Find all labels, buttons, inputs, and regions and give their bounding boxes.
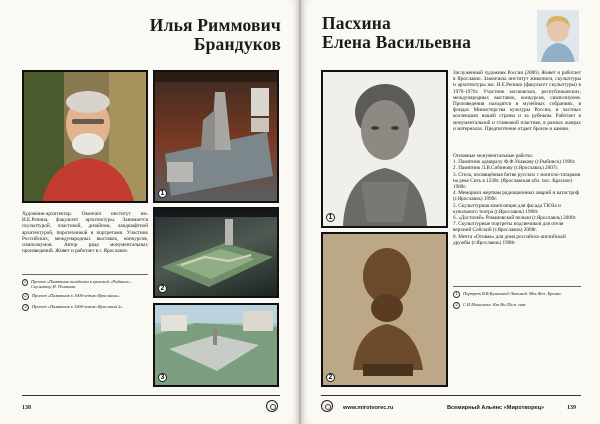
photo-number-badge: 2 — [326, 373, 335, 382]
works-item: 3. Стела, посвящённая битве русских с монголо-татарами на реке Сить в 1238г. (Ярославская обл. пос. Красное) 1989г. — [453, 171, 581, 191]
plaza-render-icon — [155, 305, 277, 385]
bust-sculpture-icon — [323, 72, 446, 226]
artist-face-icon — [537, 10, 579, 62]
footer-website-link[interactable]: www.mirotvorec.ru — [343, 405, 394, 411]
right-sculpture-photo-2 — [321, 232, 448, 387]
left-name-line1: Илья Риммович — [149, 15, 281, 35]
right-captions — [453, 291, 581, 313]
left-page — [0, 0, 299, 424]
right-works-list — [453, 153, 581, 246]
right-sculpture-photo-1 — [321, 70, 448, 228]
left-footer-rule — [22, 395, 280, 396]
caption-text: Проект «Памятник к 1000-летию Ярославля». — [32, 293, 121, 298]
left-project-photo-1 — [153, 70, 279, 203]
monument-render-icon — [155, 72, 277, 201]
photo-number-badge: 1 — [326, 213, 335, 222]
left-project-photo-2 — [153, 207, 279, 298]
works-item: 2. Памятник Л.В.Собинову (г.Ярославль) 2007г. — [453, 165, 559, 172]
left-project-photo-3 — [153, 303, 279, 387]
caption-item — [22, 304, 148, 311]
works-heading: Основные монументальные работы: — [453, 153, 534, 159]
right-name-line2: Елена Васильевна — [322, 32, 472, 52]
caption-separator — [453, 286, 581, 287]
caption-text: С.И.Монашеко. Кт.Ни.55см. гипс — [463, 302, 527, 307]
portrait-figure-icon — [24, 72, 146, 201]
right-artist-portrait — [537, 10, 579, 62]
caption-number: 1 — [453, 291, 460, 298]
right-artist-bio: Заслуженный художник России (2006). Живет и работает в Ярославле. Закончила институт живописи, скульптуры и архитектуры им. И.Е.Репина (факультет скульптуры) в 1970-1976г. Участник московских, республиканских, международных выставок, конкурсов, симпозиумов. Произведения находятся в музейных собраниях, в фондах Министерства культуры России, в частных коллекциях нашей страны и за рубежом. Работает в монументальной и станковой пластике, в разных жанрах и материалах. Предпочтение отдает бронзе и камню. — [453, 70, 581, 132]
works-item: 4. Мемориал жертвам радиационных аварий и катастроф (г.Ярославль) 1999г. — [453, 190, 580, 203]
caption-item — [453, 302, 581, 309]
landscape-render-icon — [155, 209, 277, 296]
caption-item — [22, 279, 148, 289]
left-captions — [22, 279, 148, 315]
left-name-line2: Брандуков — [193, 34, 281, 54]
works-item: 5. Скульптурная композиция для фасада ТЮЗа и кукольного театра (г.Ярославль) 1980г. — [453, 202, 561, 215]
right-page — [301, 0, 600, 424]
works-item: 7. Скульптурные портреты подсвечиков для отеля верхний Собский (г.Ярославль) 2008г. — [453, 221, 564, 234]
photo-number-badge: 2 — [158, 284, 167, 293]
caption-item — [22, 293, 148, 300]
photo-number-badge: 3 — [158, 373, 167, 382]
caption-number: 2 — [22, 293, 29, 300]
left-portrait-photo — [22, 70, 148, 203]
caption-text: Портрет В.В.Куликовой-Латовой. Мех.Жел. Бронза. — [463, 291, 562, 296]
bronze-bust-icon — [323, 234, 446, 385]
footer-publication-title: Всемирный Альянс «Миротворец» — [447, 405, 545, 411]
caption-item — [453, 291, 581, 298]
peacemaker-emblem-icon — [266, 400, 278, 412]
works-item: 8. Мечта «Отовая» для дома российско-английской дружбы (г.Ярославль) 1998г. — [453, 233, 566, 246]
caption-number: 2 — [453, 302, 460, 309]
caption-number: 1 — [23, 280, 27, 285]
right-name-line1: Пасхина — [322, 13, 391, 33]
works-item: 6. «Досточей» Романовской пельни (г.Ярославль) 2000г. — [453, 215, 577, 222]
caption-text: Проект «Памятник погибшим в грозовой «Рыбинск». Скульптор И. Полякова. — [30, 279, 132, 289]
caption-separator — [22, 274, 148, 275]
works-item: 1. Памятник адмиралу Ф.Ф.Ушакову (г.Рыбинск) 1996г. — [453, 159, 576, 166]
right-artist-name — [322, 14, 471, 52]
peacemaker-emblem-icon — [321, 400, 333, 412]
right-page-number: 139 — [567, 405, 576, 411]
left-artist-name — [150, 16, 281, 54]
photo-number-badge: 1 — [158, 189, 167, 198]
left-artist-bio: Художник-архитектор. Окончил институт им. И.Е.Репина, факультет архитектуры. Занимается скульптурой, пластикой, дизайном, ландшафтной архитектурой, пиротехникой и портретами. Участник Российских, международных выставок, конкурсов, симпозиумов. Автор ряда монументальных произведений. Живет и работает в г. Ярославле. — [22, 211, 148, 255]
caption-number: 3 — [22, 304, 29, 311]
caption-text: Проект «Памятник к 1000-летию Ярославля 2». — [32, 304, 124, 309]
left-page-number: 138 — [22, 405, 31, 411]
right-footer-rule — [321, 395, 581, 396]
